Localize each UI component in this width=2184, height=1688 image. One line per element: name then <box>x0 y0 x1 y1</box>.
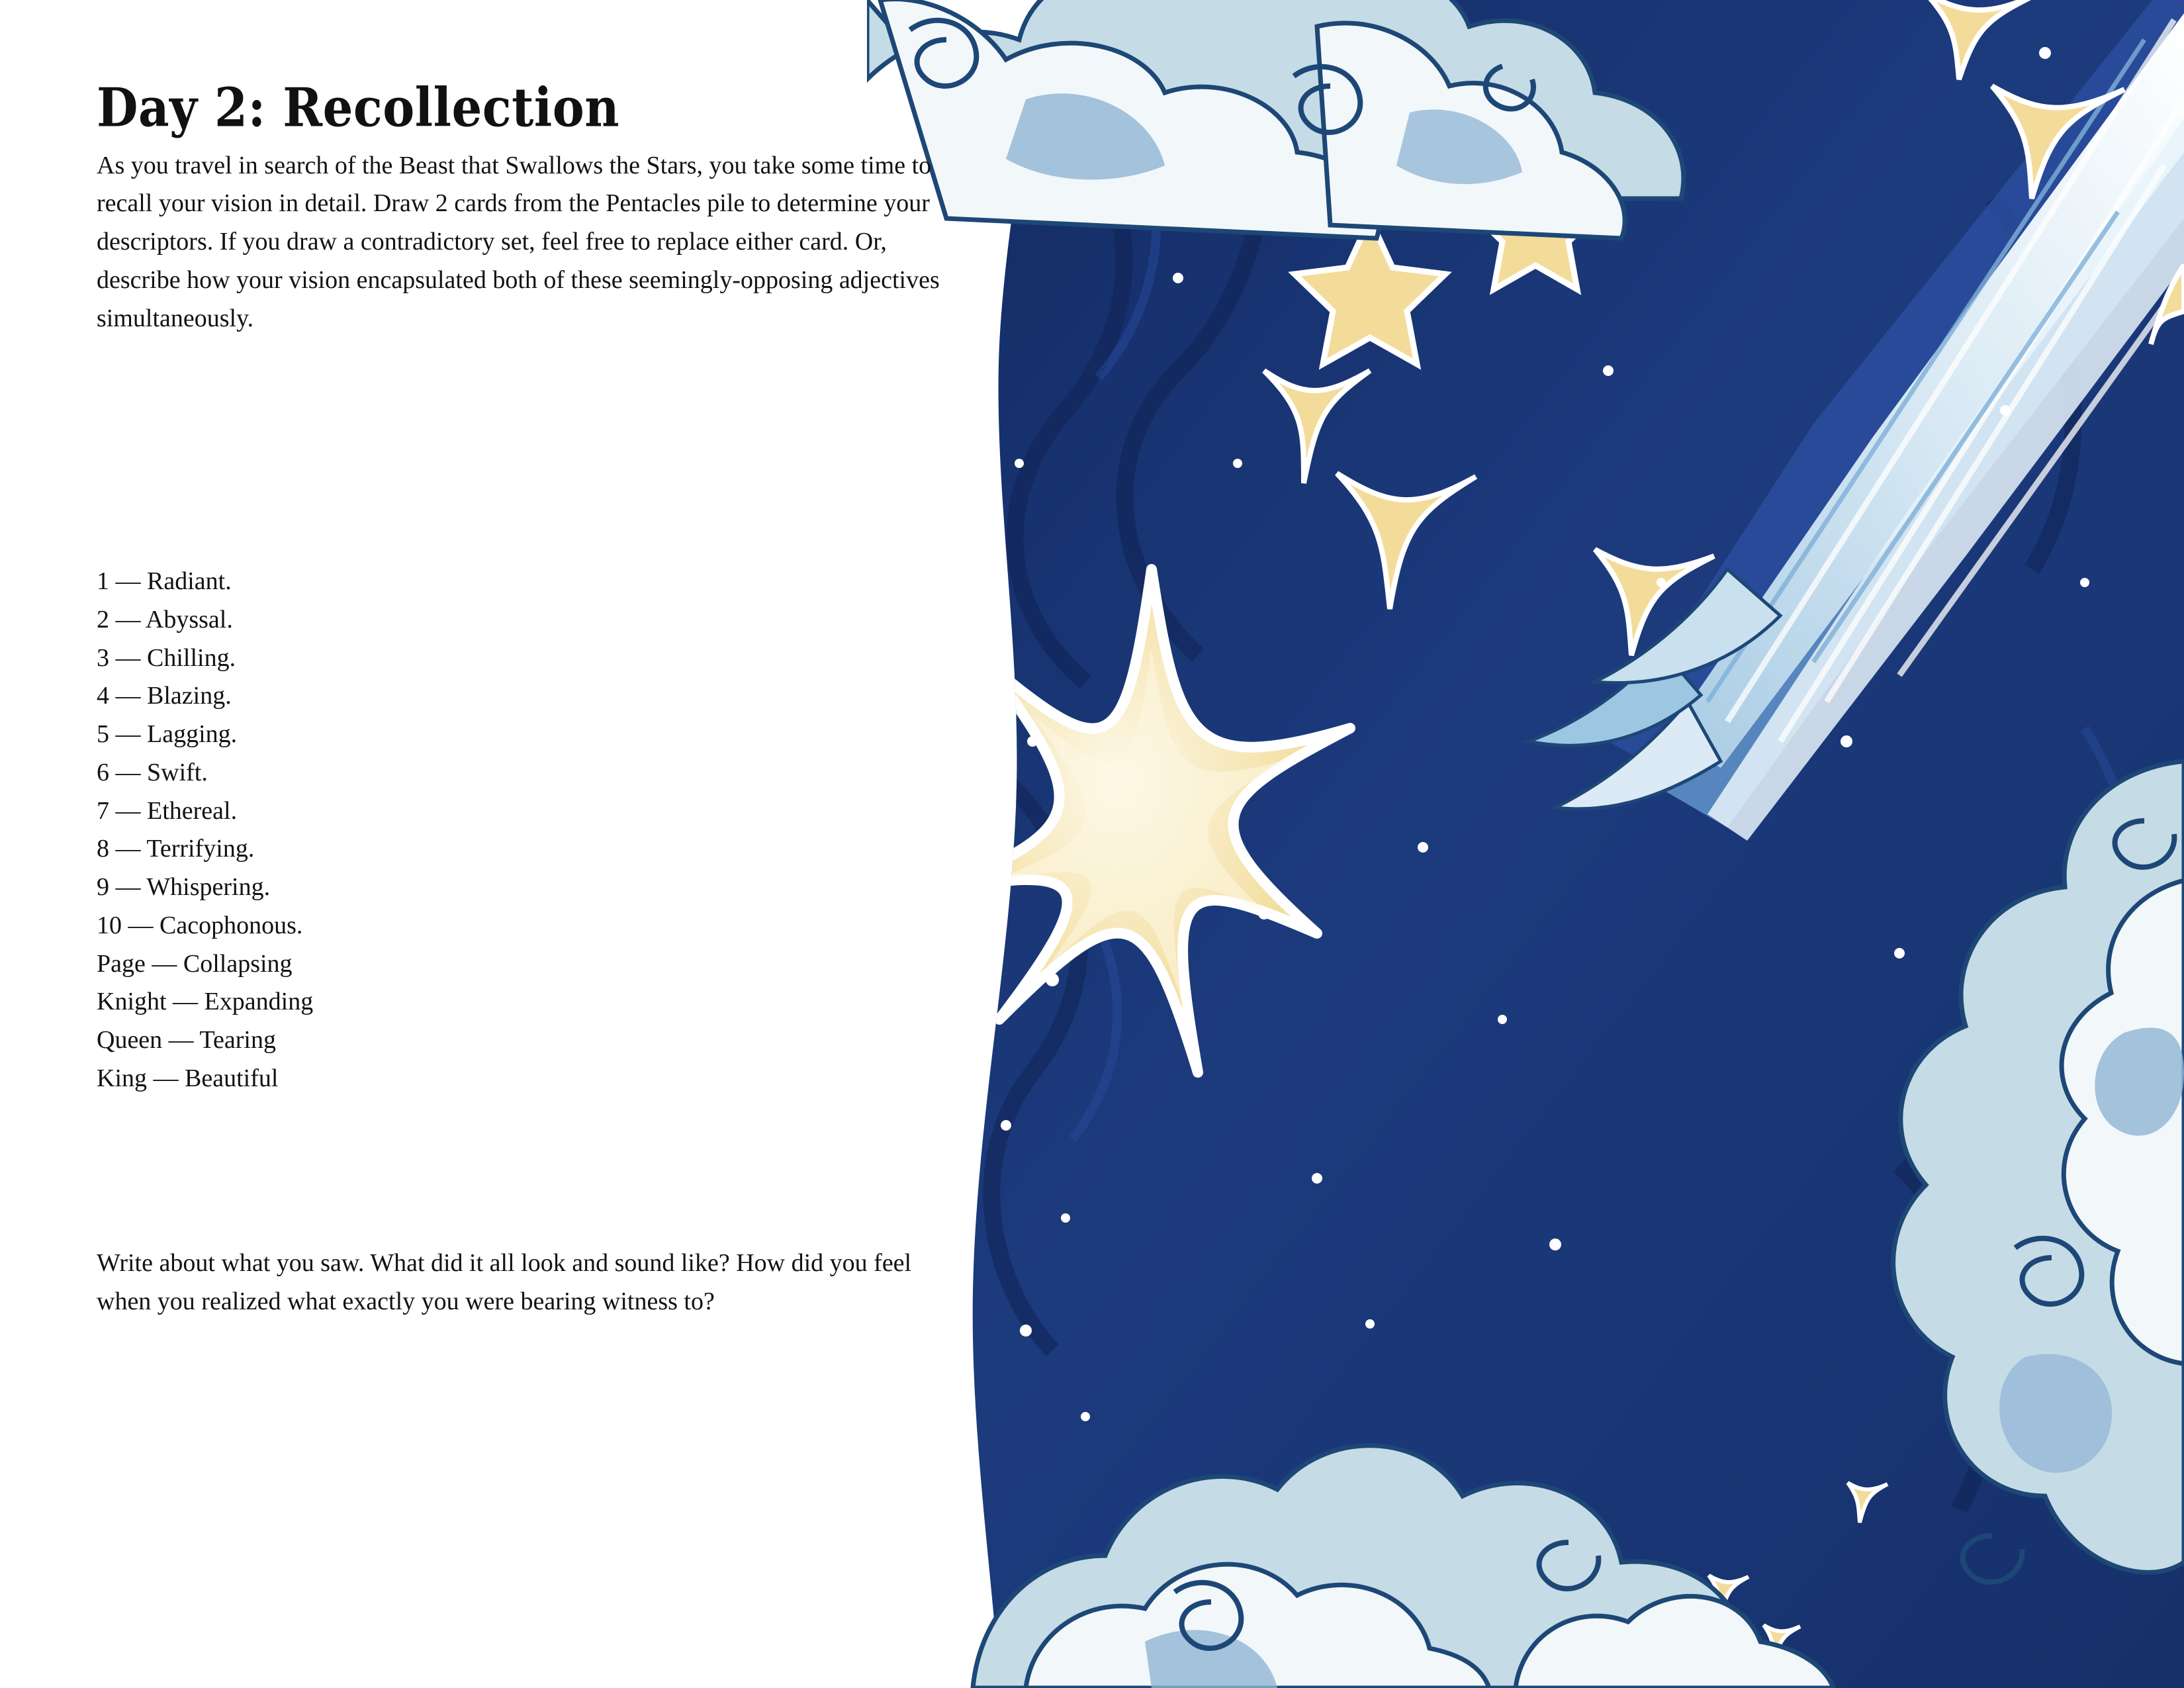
list-item: 3 — Chilling. <box>97 643 236 672</box>
list-item: 1 — Radiant. <box>97 567 232 595</box>
night-sky-comet-illustration <box>867 0 2184 1688</box>
list-item: 9 — Whispering. <box>97 873 271 901</box>
page-text-column <box>97 75 977 1315</box>
list-item: 10 — Cacophonous. <box>97 911 303 939</box>
closing-prompt: Write about what you saw. What did it all look and sound like? How did you feel when you realized what exactly you were bearing witness to? <box>97 1249 912 1315</box>
illustration-svg <box>867 0 2184 1688</box>
page-title: Day 2: Recollection <box>97 75 620 139</box>
list-item: 7 — Ethereal. <box>97 796 238 825</box>
list-item: Knight — Expanding <box>97 988 314 1016</box>
descriptor-list <box>97 563 825 1098</box>
list-item: 8 — Terrifying. <box>97 835 255 863</box>
list-item: 6 — Swift. <box>97 758 208 786</box>
list-item: Page — Collapsing <box>97 949 293 978</box>
list-item: 2 — Abyssal. <box>97 605 233 633</box>
list-item: Queen — Tearing <box>97 1026 276 1054</box>
cloud-bank-top <box>867 0 1684 238</box>
list-item: 4 — Blazing. <box>97 682 232 710</box>
list-item: King — Beautiful <box>97 1064 279 1092</box>
list-item: 5 — Lagging. <box>97 720 238 748</box>
intro-paragraph: As you travel in search of the Beast that Swallows the Stars, you take some time to recall your vision in detail. Draw 2 cards from the Pentacles pile to determine your descriptors. If you draw a contradictory set, feel free to replace either card. Or, describe how your vision encapsulated both of these seemingly-opposing adjectives simultaneously. <box>97 151 940 332</box>
